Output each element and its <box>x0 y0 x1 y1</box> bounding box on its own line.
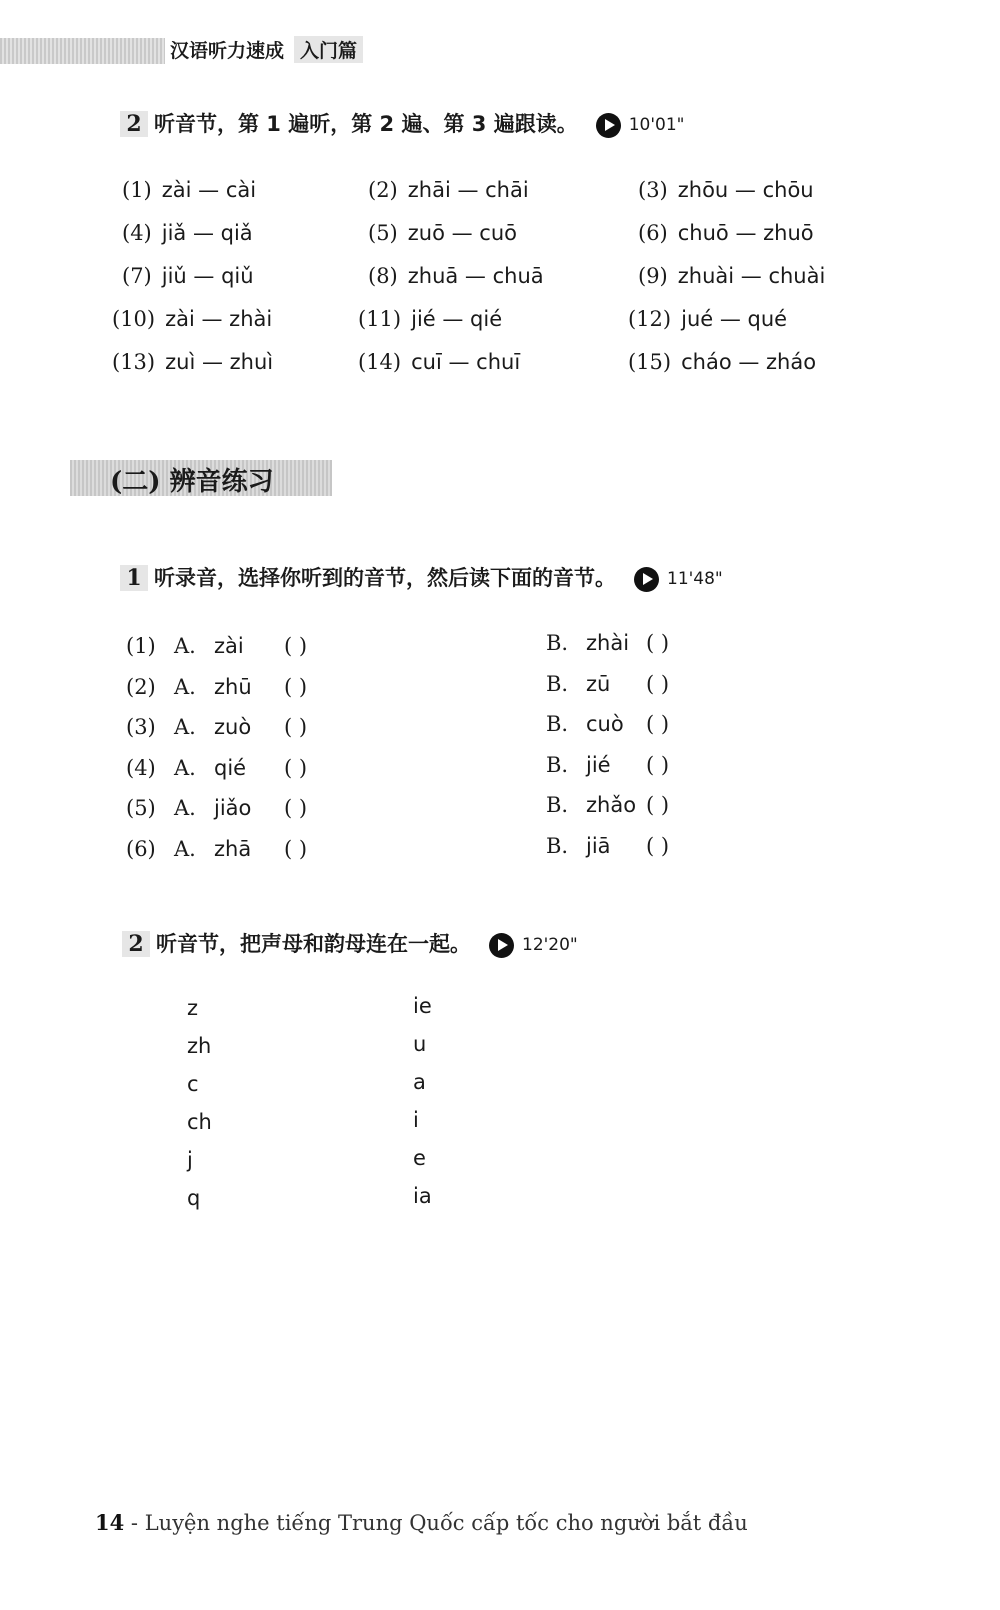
exercise-1-heading <box>120 562 723 592</box>
item-number: (2) <box>368 178 398 202</box>
syllable-pair-text: zuì — zhuì <box>165 350 274 374</box>
choice-row-a <box>126 796 354 820</box>
answer-blank-a[interactable]: ( ) <box>284 715 308 739</box>
option-label-a: A. <box>174 796 196 820</box>
audio-timestamp: 11'48" <box>667 569 723 589</box>
syllable-pair-text: cuī — chuī <box>411 350 521 374</box>
choice-row-a <box>126 675 354 699</box>
option-label-b: B. <box>546 671 569 696</box>
syllable-pair <box>628 307 787 331</box>
syllable-pair <box>358 307 502 331</box>
answer-blank-a[interactable]: ( ) <box>284 796 308 820</box>
item-number: (11) <box>358 307 402 331</box>
option-b-syllable: jié <box>586 752 611 777</box>
syllable-pair-text: jiǔ — qiǔ <box>161 264 254 288</box>
syllable-pair <box>638 264 825 288</box>
option-label-a: A. <box>174 715 196 739</box>
initial-item[interactable]: z <box>187 996 199 1020</box>
syllable-pair-text: jué — qué <box>681 307 788 331</box>
syllable-pair <box>638 221 814 245</box>
answer-blank-b[interactable]: ( ) <box>646 631 670 655</box>
header-decoration-bar <box>0 38 165 64</box>
syllable-pair <box>368 221 517 245</box>
syllable-pair-text: zhāi — chāi <box>407 178 529 202</box>
syllable-pair <box>638 178 814 202</box>
option-a-syllable: zhā <box>214 836 252 861</box>
option-a-syllable: jiǎo <box>214 796 252 820</box>
syllable-pair <box>368 178 529 202</box>
choice-row-a <box>126 756 354 780</box>
footer-dash: - <box>130 1511 139 1535</box>
item-number: (15) <box>628 350 672 374</box>
item-number: (9) <box>638 264 668 288</box>
syllable-pair <box>122 178 256 202</box>
syllable-pair-text: zài — zhài <box>165 307 273 331</box>
footer-book-title: Luyện nghe tiếng Trung Quốc cấp tốc cho người bắt đầu <box>144 1511 748 1535</box>
choice-row-a <box>126 715 354 739</box>
final-item[interactable]: e <box>413 1146 426 1170</box>
syllable-pair <box>368 264 544 288</box>
final-item[interactable]: a <box>413 1070 426 1094</box>
item-number: (8) <box>368 264 398 288</box>
choice-row-b <box>546 712 716 736</box>
item-number: (1) <box>122 178 152 202</box>
answer-blank-b[interactable]: ( ) <box>646 793 670 817</box>
option-a-syllable: zuò <box>214 715 252 739</box>
answer-blank-a[interactable]: ( ) <box>284 674 308 699</box>
exercise-instruction: 听音节，第 1 遍听，第 2 遍、第 3 遍跟读。 <box>154 112 578 136</box>
item-number: (10) <box>112 307 156 331</box>
choice-row-b <box>546 753 716 777</box>
option-b-syllable: zhài <box>586 631 630 655</box>
answer-blank-a[interactable]: ( ) <box>284 755 308 780</box>
option-label-a: A. <box>174 755 196 780</box>
syllable-pair-text: zhōu — chōu <box>677 178 814 202</box>
syllable-pair-text: cháo — zháo <box>681 350 817 374</box>
syllable-pair <box>122 264 254 288</box>
answer-blank-a[interactable]: ( ) <box>284 634 308 658</box>
final-item[interactable]: ie <box>413 994 432 1018</box>
item-number: (5) <box>126 796 156 820</box>
section-title: (二) 辨音练习 <box>110 467 274 497</box>
option-label-b: B. <box>546 793 569 817</box>
page-number: 14 <box>95 1510 125 1535</box>
syllable-pair <box>358 350 520 374</box>
initial-item[interactable]: c <box>187 1072 199 1096</box>
syllable-pair-text: jiǎ — qiǎ <box>161 221 253 245</box>
item-number: (4) <box>122 221 152 245</box>
option-b-syllable: zū <box>586 671 611 696</box>
syllable-pair-text: zhuā — chuā <box>407 264 544 288</box>
item-number: (6) <box>126 836 156 861</box>
item-number: (6) <box>638 221 668 245</box>
exercise-instruction: 听音节，把声母和韵母连在一起。 <box>156 932 471 956</box>
play-audio-icon[interactable] <box>596 113 621 138</box>
initial-item[interactable]: q <box>187 1186 201 1210</box>
answer-blank-b[interactable]: ( ) <box>646 671 670 696</box>
item-number: (13) <box>112 350 156 374</box>
choice-row-b <box>546 793 716 817</box>
syllable-pair <box>122 221 253 245</box>
syllable-pair <box>628 350 816 374</box>
item-number: (7) <box>122 264 152 288</box>
audio-timestamp: 10'01" <box>628 115 685 135</box>
syllable-pair-text: zài — cài <box>161 178 257 202</box>
exercise-number: 2 <box>122 931 150 957</box>
item-number: (3) <box>126 715 156 739</box>
option-a-syllable: zhū <box>214 674 252 699</box>
initial-item[interactable]: zh <box>187 1034 212 1058</box>
book-title: 汉语听力速成 <box>170 40 285 62</box>
syllable-pair-text: jié — qié <box>411 307 503 331</box>
book-subtitle: 入门篇 <box>294 36 363 63</box>
final-item[interactable]: i <box>413 1108 419 1132</box>
option-label-a: A. <box>174 674 196 699</box>
syllable-pair <box>112 350 273 374</box>
item-number: (12) <box>628 307 672 331</box>
option-b-syllable: zhǎo <box>586 793 637 817</box>
option-label-a: A. <box>174 634 196 658</box>
audio-timestamp: 12'20" <box>522 935 578 955</box>
final-item[interactable]: ia <box>413 1184 432 1208</box>
choice-row-a <box>126 634 354 658</box>
initial-item[interactable]: j <box>187 1148 193 1172</box>
option-a-syllable: zài <box>214 634 244 658</box>
option-b-syllable: cuò <box>586 712 624 736</box>
option-b-syllable: jiā <box>586 833 611 858</box>
play-audio-icon[interactable] <box>489 933 514 958</box>
play-audio-icon[interactable] <box>634 567 659 592</box>
option-label-a: A. <box>174 836 196 861</box>
initial-item[interactable]: ch <box>187 1110 212 1134</box>
choice-row-a <box>126 837 354 861</box>
answer-blank-a[interactable]: ( ) <box>284 836 308 861</box>
syllable-pair-text: zhuài — chuài <box>677 264 826 288</box>
final-item[interactable]: u <box>413 1032 427 1056</box>
exercise-2-heading <box>120 108 684 138</box>
option-label-b: B. <box>546 712 569 736</box>
answer-blank-b[interactable]: ( ) <box>646 712 670 736</box>
syllable-pair <box>112 307 272 331</box>
syllable-pair-text: zuō — cuō <box>407 221 517 245</box>
exercise-number: 2 <box>120 111 148 137</box>
option-label-b: B. <box>546 631 569 655</box>
option-a-syllable: qié <box>214 755 247 780</box>
book-header <box>170 36 363 63</box>
item-number: (4) <box>126 755 156 780</box>
item-number: (2) <box>126 674 156 699</box>
choice-row-b <box>546 672 716 696</box>
syllable-pair-text: chuō — zhuō <box>677 221 814 245</box>
page-footer <box>95 1510 748 1535</box>
option-label-b: B. <box>546 752 569 777</box>
choice-row-b <box>546 631 716 655</box>
answer-blank-b[interactable]: ( ) <box>646 833 670 858</box>
option-label-b: B. <box>546 833 569 858</box>
item-number: (14) <box>358 350 402 374</box>
item-number: (1) <box>126 634 156 658</box>
answer-blank-b[interactable]: ( ) <box>646 752 670 777</box>
choice-row-b <box>546 834 716 858</box>
exercise-number: 1 <box>120 565 148 591</box>
item-number: (3) <box>638 178 668 202</box>
item-number: (5) <box>368 221 398 245</box>
exercise-instruction: 听录音，选择你听到的音节，然后读下面的音节。 <box>154 566 616 590</box>
exercise-match-heading <box>122 928 578 958</box>
